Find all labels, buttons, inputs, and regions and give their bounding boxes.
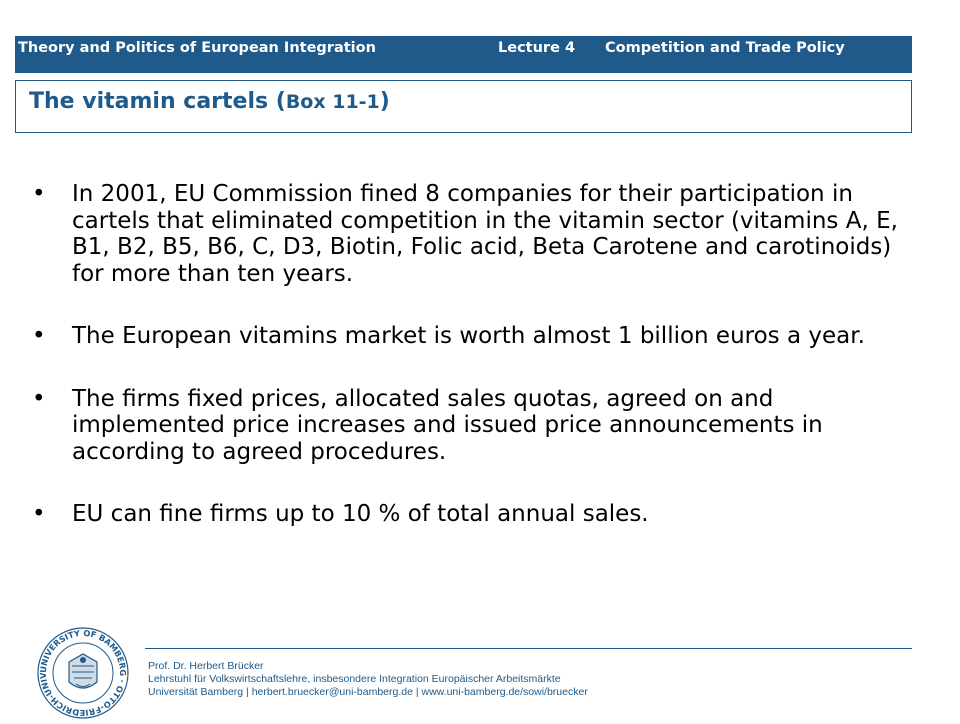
footer-separator: |	[412, 686, 422, 698]
bullet-dot: •	[32, 385, 46, 412]
slide-title-box	[15, 80, 912, 133]
bullet-item	[32, 323, 902, 350]
lecture-number: Lecture 4	[498, 40, 576, 56]
footer-email-link[interactable]: herbert.bruecker@uni-bamberg.de	[251, 686, 413, 698]
slide-title	[29, 89, 390, 114]
footer	[148, 660, 588, 699]
bullet-item	[32, 501, 902, 528]
slide-title-close: )	[379, 89, 390, 114]
university-seal-icon	[36, 626, 130, 720]
footer-author: Prof. Dr. Herbert Brücker	[148, 660, 264, 672]
bullet-text: In 2001, EU Commission fined 8 companies for their participation in cartels that eliminated competition in the vitamin sector (vitamins A, E, B1, B2, B5, B6, C, D3, Biotin, Folic acid, Beta Carotene and carotinoids) for more than ten years.	[72, 181, 898, 287]
header-bar	[15, 36, 912, 73]
footer-contact	[148, 686, 588, 699]
bullet-text: The firms fixed prices, allocated sales quotas, agreed on and implemented price increases and issued price announcements in according to agreed procedures.	[72, 385, 823, 465]
course-title: Theory and Politics of European Integration	[18, 40, 376, 56]
bullet-item	[32, 386, 902, 466]
footer-university: Universität Bamberg	[148, 686, 244, 698]
bullet-item	[32, 181, 902, 287]
bullet-dot: •	[32, 501, 46, 527]
bullet-text: The European vitamins market is worth almost 1 billion euros a year.	[72, 323, 865, 349]
bullet-dot: •	[32, 323, 46, 349]
footer-website-link[interactable]: www.uni-bamberg.de/sowi/bruecker	[421, 686, 588, 698]
lecture-topic: Competition and Trade Policy	[605, 40, 845, 56]
footer-chair: Lehrstuhl für Volkswirtschaftslehre, insbesondere Integration Europäischer Arbeitsmärkte	[148, 673, 561, 685]
slide-title-main: The vitamin cartels (	[29, 89, 286, 114]
bullet-text: EU can fine firms up to 10 % of total annual sales.	[72, 501, 649, 527]
seal-text: UNIVERSITY OF BAMBERG · OTTO-FRIEDRICH-UNIV	[37, 627, 129, 719]
footer-separator: |	[243, 686, 252, 698]
bullet-list	[32, 181, 902, 528]
slide-title-box-ref: Box 11-1	[285, 91, 380, 113]
footer-divider	[145, 648, 912, 649]
bullet-dot: •	[32, 181, 46, 207]
